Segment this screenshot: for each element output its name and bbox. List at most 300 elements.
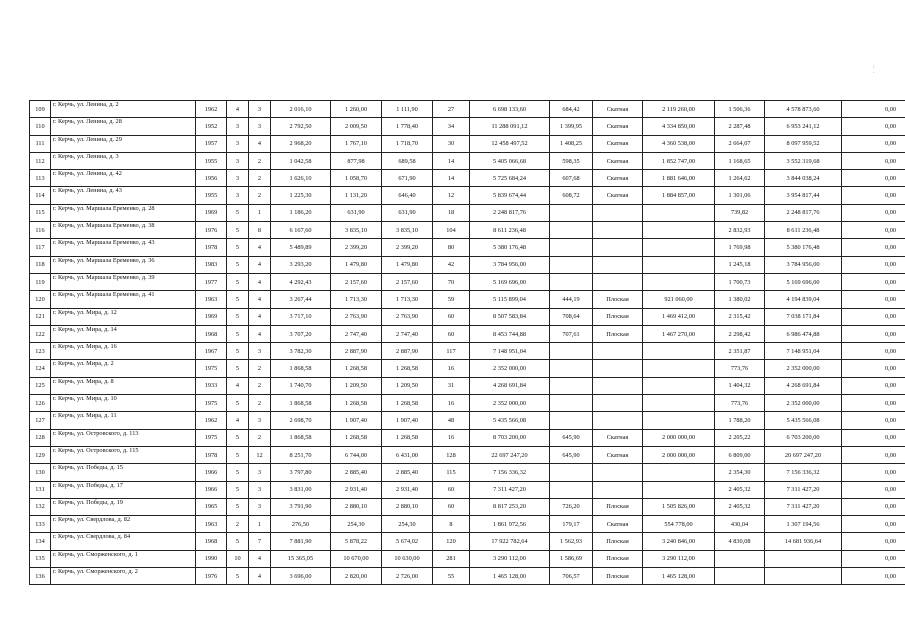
other-cost-cell: 5 380 176,48 [765,239,842,256]
floors-cell: 5 [227,533,249,550]
roof-cost-cell [643,204,715,221]
floors-cell: 5 [227,481,249,498]
floors-cell: 5 [227,429,249,446]
floors-cell: 3 [227,152,249,169]
remaining-cost-cell: 0,00 [842,377,905,394]
year-built-cell: 1955 [196,152,227,169]
other-cost-cell: 2 352 000,00 [765,360,842,377]
total-area-cell: 1 186,20 [271,204,331,221]
living-area-cell: 877,98 [331,152,382,169]
total-area-cell: 1 042,58 [271,152,331,169]
roof-area-cell: 1 586,69 [550,550,593,567]
roof-type-cell [593,222,643,239]
address-cell: г. Керчь, ул. Победы, д. 15 [51,464,196,481]
unit-cost-cell: 2 405,32 [715,481,765,498]
row-number: 129 [30,446,51,463]
table-row [30,568,905,585]
total-cost-cell: 4 268 691,84 [470,377,550,394]
other-cost-cell [765,568,842,585]
living-area-cell: 2 399,20 [331,239,382,256]
year-built-cell: 1968 [196,533,227,550]
total-area-cell: 3 782,30 [271,343,331,360]
remaining-cost-cell: 0,00 [842,395,905,412]
residents-cell: 16 [433,360,470,377]
unit-cost-cell: 2 298,42 [715,325,765,342]
table-row [30,533,905,550]
entrances-cell: 3 [249,498,271,515]
total-cost-cell: 5 725 684,24 [470,170,550,187]
row-number: 123 [30,343,51,360]
year-built-cell: 1976 [196,222,227,239]
unit-cost-cell: 2 205,22 [715,429,765,446]
residential-area-cell: 2 399,20 [382,239,433,256]
floors-cell: 5 [227,360,249,377]
row-number: 112 [30,152,51,169]
residents-cell: 8 [433,516,470,533]
residents-cell: 14 [433,170,470,187]
address-cell: г. Керчь, ул. Мира, д. 10 [51,395,196,412]
living-area-cell: 631,90 [331,204,382,221]
table-row [30,516,905,533]
residential-area-cell: 1 907,40 [382,412,433,429]
entrances-cell: 3 [249,101,271,118]
row-number: 113 [30,170,51,187]
floors-cell: 3 [227,118,249,135]
roof-cost-cell: 1 852 747,00 [643,152,715,169]
address-cell: г. Керчь, ул. Маршала Еременко, д. 28 [51,204,196,221]
residential-area-cell: 646,40 [382,187,433,204]
other-cost-cell: 8 611 236,48 [765,222,842,239]
entrances-cell: 2 [249,152,271,169]
total-area-cell: 2 698,70 [271,412,331,429]
address-cell: г. Керчь, ул. Мира, д. 2 [51,360,196,377]
residential-area-cell: 2 887,90 [382,343,433,360]
remaining-cost-cell: 0,00 [842,533,905,550]
address-cell: г. Керчь, ул. Свердлова, д. 82 [51,516,196,533]
roof-area-cell: 608,72 [550,187,593,204]
unit-cost-cell: 2 351,87 [715,343,765,360]
table-row [30,343,905,360]
year-built-cell: 1977 [196,273,227,290]
roof-area-cell [550,204,593,221]
other-cost-cell: 6 703 200,00 [765,429,842,446]
total-area-cell: 6 167,60 [271,222,331,239]
unit-cost-cell: 430,04 [715,516,765,533]
table-row [30,101,905,118]
address-cell: г. Керчь, ул. Мира, д. 11 [51,412,196,429]
other-cost-cell: 3 844 038,24 [765,170,842,187]
roof-type-cell [593,239,643,256]
living-area-cell: 1 767,10 [331,135,382,152]
other-cost-cell: 1 307 194,56 [765,516,842,533]
total-area-cell: 1 626,10 [271,170,331,187]
year-built-cell: 1957 [196,135,227,152]
row-number: 110 [30,118,51,135]
other-cost-cell [765,550,842,567]
residents-cell: 281 [433,550,470,567]
remaining-cost-cell: 0,00 [842,325,905,342]
total-area-cell: 8 251,70 [271,446,331,463]
roof-type-cell: Плоская [593,498,643,515]
living-area-cell: 1 058,70 [331,170,382,187]
roof-cost-cell: 3 290 112,00 [643,550,715,567]
living-area-cell: 2 880,10 [331,498,382,515]
row-number: 133 [30,516,51,533]
roof-type-cell: Плоская [593,308,643,325]
roof-type-cell [593,481,643,498]
floors-cell: 5 [227,464,249,481]
living-area-cell: 2 763,90 [331,308,382,325]
remaining-cost-cell: 0,00 [842,308,905,325]
year-built-cell: 1975 [196,360,227,377]
total-cost-cell: 8 507 583,84 [470,308,550,325]
entrances-cell: 3 [249,412,271,429]
roof-cost-cell [643,412,715,429]
address-cell: г. Керчь, ул. Сморженского, д. 1 [51,550,196,567]
year-built-cell: 1966 [196,464,227,481]
other-cost-cell: 7 148 951,04 [765,343,842,360]
residents-cell: 59 [433,291,470,308]
living-area-cell: 1 209,50 [331,377,382,394]
table-row [30,291,905,308]
total-cost-cell: 5 839 674,44 [470,187,550,204]
entrances-cell: 4 [249,550,271,567]
remaining-cost-cell: 0,00 [842,464,905,481]
roof-cost-cell: 1 467 270,00 [643,325,715,342]
remaining-cost-cell: 0,00 [842,343,905,360]
unit-cost-cell [715,568,765,585]
entrances-cell: 4 [249,273,271,290]
year-built-cell: 1983 [196,256,227,273]
year-built-cell: 1976 [196,568,227,585]
total-area-cell: 1 868,58 [271,360,331,377]
residents-cell: 16 [433,429,470,446]
total-cost-cell: 5 435 566,08 [470,412,550,429]
roof-cost-cell [643,239,715,256]
roof-type-cell: Плоская [593,291,643,308]
residents-cell: 27 [433,101,470,118]
unit-cost-cell: 1 245,18 [715,256,765,273]
residential-area-cell: 1 718,70 [382,135,433,152]
total-cost-cell: 5 380 176,48 [470,239,550,256]
living-area-cell: 1 268,58 [331,360,382,377]
remaining-cost-cell: 0,00 [842,118,905,135]
other-cost-cell: 4 578 873,60 [765,101,842,118]
table-row [30,377,905,394]
unit-cost-cell: 1 264,62 [715,170,765,187]
residents-cell: 16 [433,395,470,412]
address-cell: г. Керчь, ул. Мира, д. 12 [51,308,196,325]
floors-cell: 3 [227,135,249,152]
roof-cost-cell: 3 240 846,00 [643,533,715,550]
remaining-cost-cell: 0,00 [842,152,905,169]
address-cell: г. Керчь, ул. Ленина, д. 29 [51,135,196,152]
residents-cell: 55 [433,568,470,585]
residential-area-cell: 6 431,00 [382,446,433,463]
residents-cell: 34 [433,118,470,135]
table-row [30,273,905,290]
living-area-cell: 1 268,58 [331,429,382,446]
year-built-cell: 1965 [196,498,227,515]
residential-area-cell: 2 885,40 [382,464,433,481]
living-area-cell: 1 907,40 [331,412,382,429]
living-area-cell: 1 713,30 [331,291,382,308]
total-cost-cell: 8 703 200,00 [470,429,550,446]
roof-cost-cell: 921 060,00 [643,291,715,308]
row-number: 124 [30,360,51,377]
residents-cell: 115 [433,464,470,481]
roof-area-cell: 707,61 [550,325,593,342]
roof-area-cell [550,343,593,360]
remaining-cost-cell: 0,00 [842,568,905,585]
row-number: 118 [30,256,51,273]
roof-type-cell: Скатная [593,429,643,446]
unit-cost-cell: 773,76 [715,360,765,377]
address-cell: г. Керчь, ул. Мира, д. 14 [51,325,196,342]
residents-cell: 128 [433,446,470,463]
row-number: 132 [30,498,51,515]
row-number: 131 [30,481,51,498]
total-area-cell: 7 881,90 [271,533,331,550]
row-number: 119 [30,273,51,290]
total-area-cell: 1 740,70 [271,377,331,394]
year-built-cell: 1975 [196,429,227,446]
total-area-cell: 3 696,00 [271,568,331,585]
total-cost-cell: 3 290 112,00 [470,550,550,567]
total-cost-cell: 6 698 133,60 [470,101,550,118]
roof-area-cell: 1 408,25 [550,135,593,152]
total-cost-cell: 5 169 696,00 [470,273,550,290]
residential-area-cell: 2 931,40 [382,481,433,498]
roof-cost-cell: 1 881 646,00 [643,170,715,187]
roof-cost-cell: 2 000 000,00 [643,429,715,446]
table-row [30,412,905,429]
roof-area-cell: 645,90 [550,446,593,463]
roof-area-cell [550,412,593,429]
other-cost-cell: 2 248 817,76 [765,204,842,221]
roof-cost-cell [643,464,715,481]
roof-type-cell [593,204,643,221]
address-cell: г. Керчь, ул. Островского, д. 113 [51,429,196,446]
total-cost-cell: 7 311 427,20 [470,481,550,498]
remaining-cost-cell: 0,00 [842,550,905,567]
total-area-cell: 1 868,58 [271,395,331,412]
total-area-cell: 15 365,05 [271,550,331,567]
residential-area-cell: 1 713,30 [382,291,433,308]
entrances-cell: 4 [249,135,271,152]
roof-type-cell [593,273,643,290]
residents-cell: 42 [433,256,470,273]
row-number: 135 [30,550,51,567]
living-area-cell: 2 820,00 [331,568,382,585]
row-number: 136 [30,568,51,585]
row-number: 122 [30,325,51,342]
total-area-cell: 3 797,80 [271,464,331,481]
year-built-cell: 1962 [196,412,227,429]
roof-cost-cell: 4 360 538,00 [643,135,715,152]
floors-cell: 5 [227,273,249,290]
unit-cost-cell: 2 354,30 [715,464,765,481]
table-row [30,239,905,256]
total-area-cell: 5 489,89 [271,239,331,256]
table-row [30,325,905,342]
living-area-cell: 1 479,80 [331,256,382,273]
roof-area-cell [550,377,593,394]
residents-cell: 117 [433,343,470,360]
entrances-cell: 3 [249,118,271,135]
other-cost-cell: 5 435 566,08 [765,412,842,429]
roof-type-cell: Скатная [593,516,643,533]
table-row [30,550,905,567]
year-built-cell: 1956 [196,170,227,187]
address-cell: г. Керчь, ул. Маршала Еременко, д. 41 [51,291,196,308]
total-area-cell: 4 292,43 [271,273,331,290]
floors-cell: 5 [227,256,249,273]
table-row [30,395,905,412]
living-area-cell: 1 260,00 [331,101,382,118]
total-cost-cell: 8 817 253,20 [470,498,550,515]
remaining-cost-cell: 0,00 [842,360,905,377]
table-row [30,152,905,169]
residents-cell: 31 [433,377,470,394]
roof-type-cell: Скатная [593,152,643,169]
roof-cost-cell: 554 778,00 [643,516,715,533]
floors-cell: 5 [227,239,249,256]
entrances-cell: 12 [249,446,271,463]
residential-area-cell: 2 726,00 [382,568,433,585]
other-cost-cell: 3 954 817,44 [765,187,842,204]
residential-area-cell: 5 674,02 [382,533,433,550]
total-cost-cell: 7 148 951,04 [470,343,550,360]
residents-cell: 80 [433,239,470,256]
roof-type-cell: Скатная [593,135,643,152]
row-number: 116 [30,222,51,239]
total-cost-cell: 2 352 000,00 [470,360,550,377]
address-cell: г. Керчь, ул. Ленина, д. 2 [51,101,196,118]
unit-cost-cell: 1 301,06 [715,187,765,204]
roof-type-cell [593,464,643,481]
residential-area-cell: 2 763,90 [382,308,433,325]
table-row [30,308,905,325]
address-cell: г. Керчь, ул. Ленина, д. 42 [51,170,196,187]
residential-area-cell: 689,58 [382,152,433,169]
year-built-cell: 1966 [196,481,227,498]
living-area-cell: 1 131,20 [331,187,382,204]
address-cell: г. Керчь, ул. Свердлова, д. 84 [51,533,196,550]
other-cost-cell: 7 038 171,84 [765,308,842,325]
living-area-cell: 10 670,00 [331,550,382,567]
other-cost-cell: 3 552 319,68 [765,152,842,169]
living-area-cell: 5 878,22 [331,533,382,550]
roof-cost-cell [643,256,715,273]
residents-cell: 104 [433,222,470,239]
table-row [30,222,905,239]
roof-area-cell: 179,17 [550,516,593,533]
year-built-cell: 1952 [196,118,227,135]
housing-registry-table [29,100,905,585]
roof-cost-cell: 4 334 850,00 [643,118,715,135]
address-cell: г. Керчь, ул. Маршала Еременко, д. 36 [51,256,196,273]
row-number: 121 [30,308,51,325]
floors-cell: 5 [227,204,249,221]
year-built-cell: 1933 [196,377,227,394]
unit-cost-cell: 6 809,00 [715,446,765,463]
total-area-cell: 2 016,10 [271,101,331,118]
unit-cost-cell [715,550,765,567]
residential-area-cell: 1 268,58 [382,360,433,377]
total-cost-cell: 3 784 956,00 [470,256,550,273]
roof-cost-cell [643,343,715,360]
residents-cell: 48 [433,412,470,429]
residents-cell: 18 [433,204,470,221]
year-built-cell: 1962 [196,101,227,118]
total-cost-cell: 5 405 066,68 [470,152,550,169]
residential-area-cell: 254,30 [382,516,433,533]
unit-cost-cell: 1 700,73 [715,273,765,290]
address-cell: г. Керчь, ул. Ленина, д. 28 [51,118,196,135]
other-cost-cell: 7 156 336,32 [765,464,842,481]
other-cost-cell: 2 352 000,00 [765,395,842,412]
floors-cell: 3 [227,170,249,187]
living-area-cell: 1 268,58 [331,395,382,412]
address-cell: г. Керчь, ул. Победы, д. 19 [51,498,196,515]
table-row [30,498,905,515]
roof-area-cell: 684,42 [550,101,593,118]
other-cost-cell: 7 311 427,20 [765,481,842,498]
other-cost-cell: 8 097 959,52 [765,135,842,152]
row-number: 111 [30,135,51,152]
roof-type-cell [593,343,643,360]
roof-type-cell: Скатная [593,446,643,463]
roof-area-cell: 645,90 [550,429,593,446]
total-cost-cell: 8 453 744,88 [470,325,550,342]
scan-artifact-marks: : · [873,64,876,76]
residents-cell: 14 [433,152,470,169]
total-cost-cell: 7 156 336,32 [470,464,550,481]
roof-type-cell: Плоская [593,550,643,567]
living-area-cell: 2 931,40 [331,481,382,498]
table-row [30,204,905,221]
residents-cell: 120 [433,533,470,550]
floors-cell: 5 [227,222,249,239]
unit-cost-cell: 2 315,42 [715,308,765,325]
roof-cost-cell: 1 884 857,00 [643,187,715,204]
remaining-cost-cell: 0,00 [842,256,905,273]
residential-area-cell: 2 880,10 [382,498,433,515]
table-row [30,135,905,152]
other-cost-cell: 4 194 839,04 [765,291,842,308]
row-number: 134 [30,533,51,550]
table-row [30,187,905,204]
unit-cost-cell: 773,76 [715,395,765,412]
remaining-cost-cell: 0,00 [842,429,905,446]
table-row [30,481,905,498]
floors-cell: 5 [227,291,249,308]
total-cost-cell: 22 697 247,20 [470,446,550,463]
living-area-cell: 3 835,10 [331,222,382,239]
address-cell: г. Керчь, ул. Сморженского, д. 2 [51,568,196,585]
living-area-cell: 2 885,40 [331,464,382,481]
entrances-cell: 4 [249,239,271,256]
roof-cost-cell [643,222,715,239]
remaining-cost-cell: 0,00 [842,170,905,187]
other-cost-cell: 7 311 427,20 [765,498,842,515]
entrances-cell: 2 [249,170,271,187]
roof-area-cell [550,273,593,290]
entrances-cell: 2 [249,360,271,377]
total-area-cell: 3 707,20 [271,325,331,342]
floors-cell: 4 [227,377,249,394]
